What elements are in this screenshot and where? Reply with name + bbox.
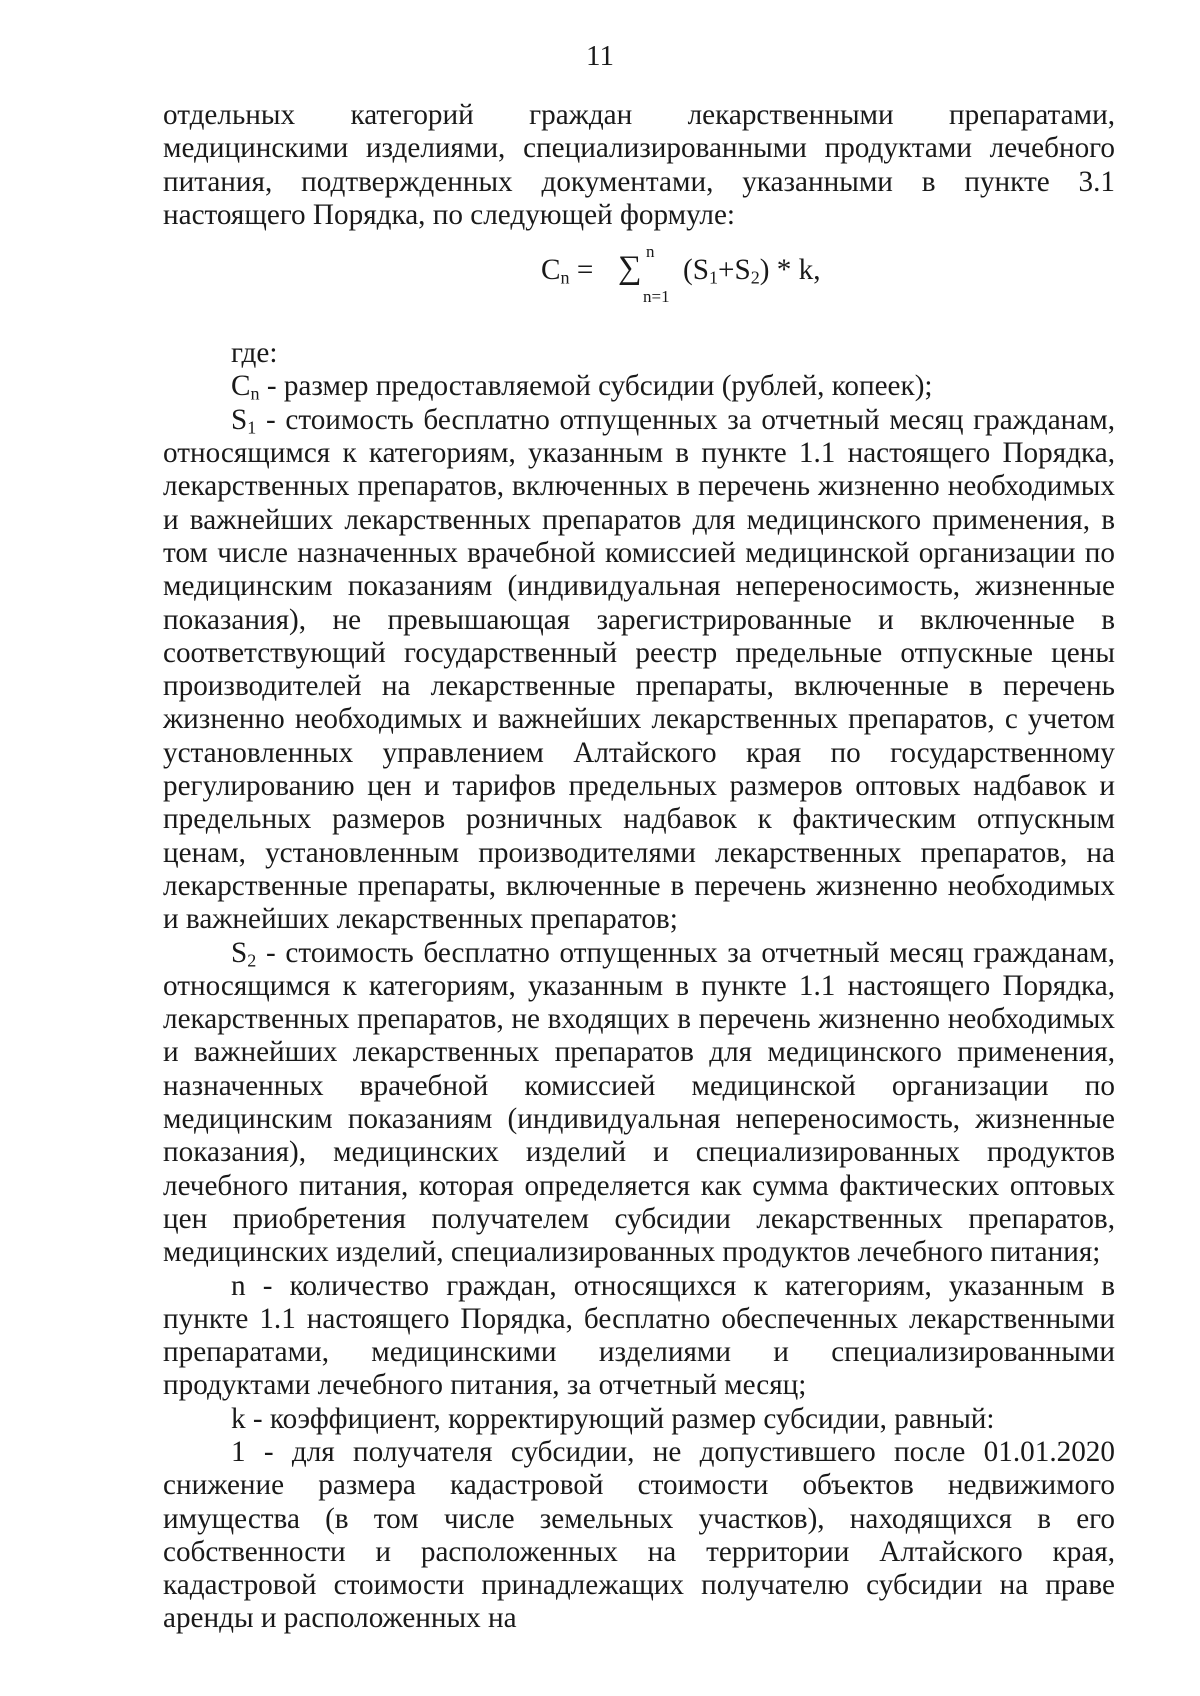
sum-symbol: ∑ xyxy=(618,250,642,287)
intro-paragraph: отдельных категорий граждан лекарственными препаратами, медицинскими изделиями, специализированными продуктами лечебного питания, подтвержденных документами, указанными в пункте 3.1 настоящего Порядка, по следующей формуле: xyxy=(163,99,1115,231)
definition-s1: $S_1$ - стоимость бесплатно отпущенных за отчетный месяц гражданам, относящимся к категориям, указанным в пункте 1.1 настоящего Порядка, лекарственных препаратов, включенных в перечень жизненно необходимых и важнейших лекарственных препаратов для медицинского применения, в том числе назначенных врачебной комиссией медицинской организации по медицинским показаниям (индивидуальная непереносимость, жизненные показания), не превышающая зарегистрированные и включенные в соответствующий государственный реестр предельные отпускные цены производителей на лекарственные препараты, включенные в перечень жизненно необходимых и важнейших лекарственных препаратов, с учетом установленных управлением Алтайского края по государственному регулированию цен и тарифов предельных размеров оптовых надбавок и предельных размеров розничных надбавок к фактическим отпускным ценам, установленным производителями лекарственных препаратов, на лекарственные препараты, включенные в перечень жизненно необходимых и важнейших лекарственных препаратов; xyxy=(163,403,1115,936)
definition-k: k - коэффициент, корректирующий размер субсидии, равный: xyxy=(231,1402,995,1435)
sum-upper-limit: n xyxy=(646,242,655,262)
formula-lhs: $C_n$ = xyxy=(541,254,594,288)
definition-n: n - количество граждан, относящихся к категориям, указанным в пункте 1.1 настоящего Порядка, бесплатно обеспеченных лекарственными препаратами, медицинскими изделиями и специализированными продуктами лечебного питания, за отчетный месяц; xyxy=(163,1269,1115,1402)
definition-s2: $S_2$ - стоимость бесплатно отпущенных за отчетный месяц гражданам, относящимся к категориям, указанным в пункте 1.1 настоящего Порядка, лекарственных препаратов, не входящих в перечень жизненно необходимых и важнейших лекарственных препаратов для медицинского применения, назначенных врачебной комиссией медицинской организации по медицинским показаниям (индивидуальная непереносимость, жизненные показания), медицинских изделий и специализированных продуктов лечебного питания, которая определяется как сумма фактических оптовых цен приобретения получателем субсидии лекарственных препаратов, медицинских изделий, специализированных продуктов лечебного питания; xyxy=(163,936,1115,1269)
formula-term: $(S_1+S_2) * k$, xyxy=(683,254,821,288)
page-number: 11 xyxy=(586,40,614,72)
definition-k-value-1: 1 - для получателя субсидии, не допустившего после 01.01.2020 снижение размера кадастровой стоимости объектов недвижимого имущества (в том числе земельных участков), находящихся в его собственности и расположенных на территории Алтайского края, кадастровой стоимости принадлежащих получателю субсидии на праве аренды и расположенных на xyxy=(163,1435,1115,1635)
where-label: где: xyxy=(231,337,278,370)
subsidy-formula xyxy=(163,232,1115,329)
document-body xyxy=(163,99,1115,1636)
definition-cn: $C_n$ - размер предоставляемой субсидии (рублей, копеек); xyxy=(231,370,933,404)
sum-lower-limit: n=1 xyxy=(643,287,670,307)
